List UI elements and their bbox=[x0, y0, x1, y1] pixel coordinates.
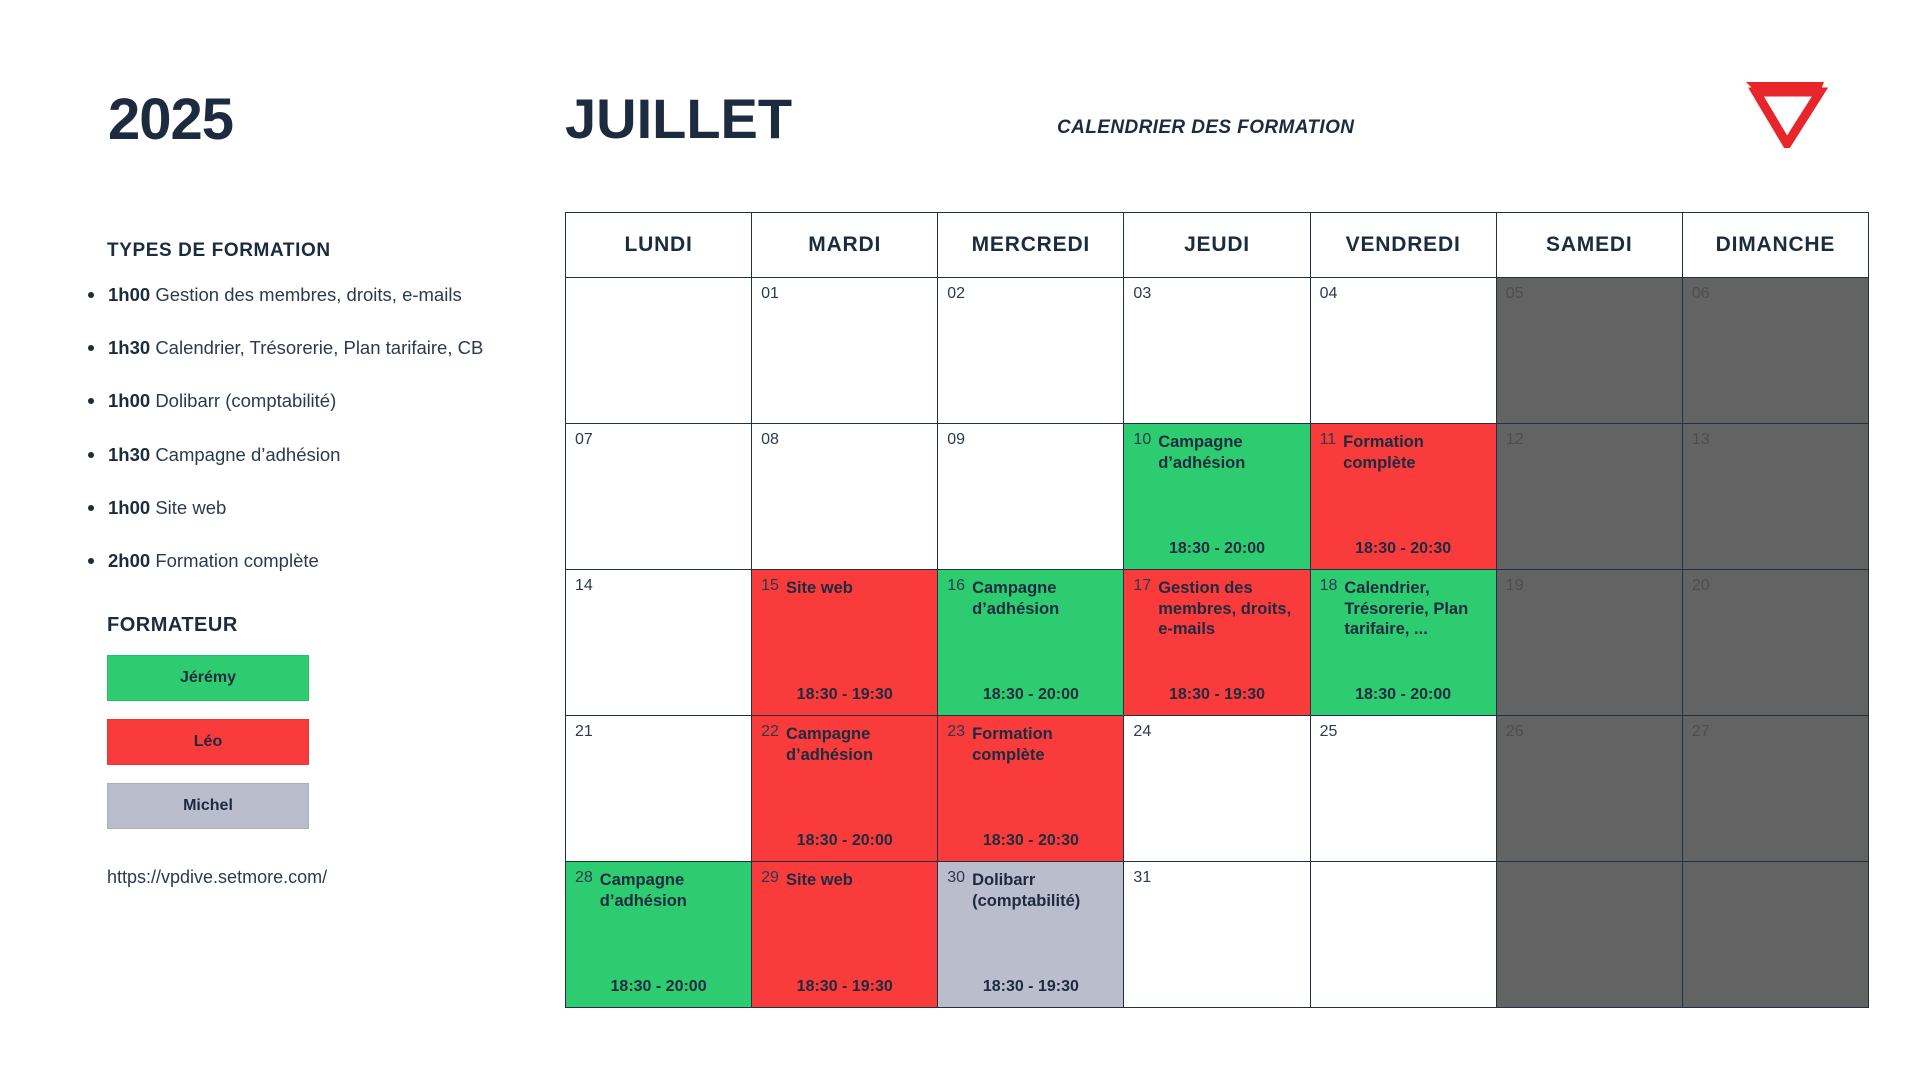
weekday-header-mardi: MARDI bbox=[752, 213, 938, 278]
day-number: 13 bbox=[1691, 431, 1710, 448]
event-title: Calendrier, Trésorerie, Plan tarifaire, ... bbox=[1344, 579, 1469, 639]
day-header bbox=[575, 870, 742, 911]
type-duration: 2h00 bbox=[108, 549, 151, 571]
day-header bbox=[1692, 724, 1859, 740]
calendar-week-row bbox=[566, 424, 1869, 570]
calendar-day-with-event[interactable] bbox=[938, 570, 1123, 715]
day-header bbox=[947, 578, 1114, 619]
calendar-cell[interactable] bbox=[1682, 424, 1868, 570]
day-number: 04 bbox=[1319, 285, 1338, 302]
day-header bbox=[947, 286, 1114, 302]
day-number: 10 bbox=[1133, 431, 1152, 448]
event-time: 18:30 - 20:00 bbox=[796, 832, 893, 849]
day-number: 14 bbox=[575, 577, 593, 594]
event-title: Campagne d’adhésion bbox=[785, 725, 874, 764]
calendar-cell[interactable] bbox=[566, 716, 752, 862]
calendar-table bbox=[565, 212, 1869, 1008]
day-header bbox=[761, 870, 928, 891]
calendar-day[interactable] bbox=[1311, 278, 1496, 423]
brand-logo-icon bbox=[1742, 78, 1828, 148]
calendar-cell[interactable] bbox=[752, 278, 938, 424]
day-number: 28 bbox=[575, 869, 593, 886]
calendar-cell[interactable] bbox=[752, 424, 938, 570]
training-types-list bbox=[72, 284, 542, 572]
calendar-cell[interactable] bbox=[938, 716, 1124, 862]
month-title: JUILLET bbox=[565, 87, 793, 150]
day-number: 24 bbox=[1133, 723, 1152, 740]
day-header bbox=[1692, 578, 1859, 594]
calendar-cell[interactable] bbox=[566, 570, 752, 716]
calendar-day[interactable] bbox=[566, 278, 751, 423]
day-number: 11 bbox=[1319, 431, 1337, 448]
day-number: 03 bbox=[1133, 285, 1152, 302]
calendar-cell[interactable] bbox=[566, 862, 752, 1008]
list-item bbox=[72, 550, 542, 572]
calendar-cell[interactable] bbox=[938, 424, 1124, 570]
calendar-day-with-event[interactable] bbox=[1311, 424, 1496, 569]
calendar-cell[interactable] bbox=[1682, 862, 1868, 1008]
calendar-day-with-event[interactable] bbox=[1124, 424, 1309, 569]
event-title: Site web bbox=[785, 871, 853, 889]
type-duration: 1h00 bbox=[108, 284, 151, 305]
calendar-cell[interactable] bbox=[1310, 424, 1496, 570]
calendar-cell[interactable] bbox=[1310, 862, 1496, 1008]
day-header bbox=[1692, 286, 1859, 302]
calendar-day[interactable] bbox=[1497, 716, 1682, 861]
day-header bbox=[761, 286, 928, 302]
day-number: 15 bbox=[761, 577, 779, 594]
event-time: 18:30 - 19:30 bbox=[796, 686, 893, 703]
event-time: 18:30 - 20:00 bbox=[982, 686, 1079, 703]
list-item bbox=[72, 444, 542, 466]
calendar-cell[interactable] bbox=[938, 862, 1124, 1008]
day-number: 22 bbox=[761, 723, 779, 740]
day-header bbox=[1320, 432, 1487, 473]
day-header bbox=[947, 724, 1114, 765]
type-label: Dolibarr (comptabilité) bbox=[155, 390, 337, 412]
event-time: 18:30 - 19:30 bbox=[796, 978, 893, 995]
calendar-cell[interactable] bbox=[566, 278, 752, 424]
calendar-day[interactable] bbox=[566, 570, 751, 715]
calendar-cell[interactable] bbox=[1310, 570, 1496, 716]
day-number: 18 bbox=[1319, 577, 1338, 594]
weekday-header-samedi: SAMEDI bbox=[1496, 213, 1682, 278]
type-label: Gestion des membres, droits, e-mails bbox=[155, 284, 462, 305]
type-duration: 1h00 bbox=[108, 496, 151, 518]
trainer-legend-michel: Michel bbox=[107, 783, 309, 829]
calendar-week-row bbox=[566, 278, 1869, 424]
type-label: Site web bbox=[155, 496, 227, 518]
calendar-day[interactable] bbox=[1497, 570, 1682, 715]
day-header bbox=[761, 724, 928, 765]
calendar-day-with-event[interactable] bbox=[1124, 570, 1309, 715]
calendar-cell[interactable] bbox=[1124, 716, 1310, 862]
sidebar bbox=[72, 240, 542, 888]
calendar-day[interactable] bbox=[752, 278, 937, 423]
calendar-day[interactable] bbox=[938, 424, 1123, 569]
calendar-day-with-event[interactable] bbox=[752, 716, 937, 861]
trainer-legend-jeremy: Jérémy bbox=[107, 655, 309, 701]
calendar-week-row bbox=[566, 570, 1869, 716]
day-header bbox=[1133, 286, 1300, 302]
list-item bbox=[72, 337, 542, 359]
calendar-cell[interactable] bbox=[752, 570, 938, 716]
calendar-cell[interactable] bbox=[1682, 278, 1868, 424]
calendar-cell[interactable] bbox=[938, 570, 1124, 716]
type-duration: 1h00 bbox=[108, 390, 151, 412]
calendar-day-with-event[interactable] bbox=[938, 862, 1123, 1007]
calendar-cell[interactable] bbox=[1124, 278, 1310, 424]
day-header bbox=[1320, 286, 1487, 302]
booking-link[interactable]: https://vpdive.setmore.com/ bbox=[107, 867, 328, 888]
calendar-day[interactable] bbox=[1124, 716, 1309, 861]
calendar-day[interactable] bbox=[1311, 862, 1496, 1007]
calendar-cell[interactable] bbox=[1310, 716, 1496, 862]
calendar-day[interactable] bbox=[1497, 424, 1682, 569]
day-header bbox=[575, 432, 742, 448]
day-number: 06 bbox=[1691, 285, 1710, 302]
day-header bbox=[1320, 578, 1487, 640]
day-number: 20 bbox=[1691, 577, 1710, 594]
event-title: Campagne d’adhésion bbox=[1158, 433, 1246, 472]
weekday-header-dimanche: DIMANCHE bbox=[1682, 213, 1868, 278]
calendar-day[interactable] bbox=[1497, 862, 1682, 1007]
event-time: 18:30 - 19:30 bbox=[1168, 686, 1266, 703]
event-title: Formation complète bbox=[1343, 433, 1424, 472]
calendar-day-with-event[interactable] bbox=[938, 716, 1123, 861]
event-title: Site web bbox=[785, 579, 853, 597]
calendar-day[interactable] bbox=[938, 278, 1123, 423]
weekday-header-jeudi: JEUDI bbox=[1124, 213, 1310, 278]
event-title: Formation complète bbox=[972, 725, 1053, 764]
day-header bbox=[1506, 286, 1673, 302]
day-number: 26 bbox=[1505, 723, 1524, 740]
day-number: 17 bbox=[1133, 577, 1152, 594]
event-time: 18:30 - 20:00 bbox=[1355, 686, 1452, 703]
calendar-cell[interactable] bbox=[752, 716, 938, 862]
calendar-day[interactable] bbox=[1683, 424, 1868, 569]
calendar-body bbox=[566, 278, 1869, 1008]
calendar-cell[interactable] bbox=[1496, 278, 1682, 424]
day-number: 21 bbox=[575, 723, 593, 740]
calendar-day[interactable] bbox=[566, 424, 751, 569]
type-label: Campagne d’adhésion bbox=[155, 443, 341, 465]
calendar-week-row bbox=[566, 716, 1869, 862]
day-number: 25 bbox=[1319, 723, 1338, 740]
type-duration: 1h30 bbox=[108, 337, 151, 359]
day-number: 16 bbox=[947, 577, 966, 594]
day-header bbox=[761, 432, 928, 448]
event-time: 18:30 - 20:30 bbox=[1355, 540, 1452, 557]
weekday-header-mercredi: MERCREDI bbox=[938, 213, 1124, 278]
day-header bbox=[1133, 724, 1300, 740]
day-header bbox=[1506, 724, 1673, 740]
day-header bbox=[575, 724, 742, 740]
calendar-day[interactable] bbox=[1124, 278, 1309, 423]
day-number: 31 bbox=[1133, 869, 1152, 886]
day-header bbox=[1133, 870, 1300, 886]
day-header bbox=[1320, 724, 1487, 740]
calendar-cell[interactable] bbox=[1310, 278, 1496, 424]
list-item bbox=[72, 284, 542, 306]
list-item bbox=[72, 390, 542, 412]
calendar-day[interactable] bbox=[566, 716, 751, 861]
day-header bbox=[1506, 432, 1673, 448]
calendar-day[interactable] bbox=[752, 424, 937, 569]
calendar-day-with-event[interactable] bbox=[752, 570, 937, 715]
calendar-cell[interactable] bbox=[1124, 862, 1310, 1008]
trainer-legend-leo: Léo bbox=[107, 719, 309, 765]
calendar-day-with-event[interactable] bbox=[752, 862, 937, 1007]
calendar-cell[interactable] bbox=[1496, 570, 1682, 716]
calendar-cell[interactable] bbox=[752, 862, 938, 1008]
day-number: 27 bbox=[1691, 723, 1710, 740]
event-time: 18:30 - 20:00 bbox=[1168, 540, 1266, 557]
type-label: Calendrier, Trésorerie, Plan tarifaire, CB bbox=[155, 337, 484, 359]
day-number: 29 bbox=[761, 869, 779, 886]
day-number: 23 bbox=[947, 723, 966, 740]
event-time: 18:30 - 19:30 bbox=[982, 978, 1079, 995]
calendar-cell[interactable] bbox=[1496, 716, 1682, 862]
event-time: 18:30 - 20:00 bbox=[610, 978, 707, 995]
day-header bbox=[761, 578, 928, 599]
day-header bbox=[1133, 432, 1300, 473]
type-duration: 1h30 bbox=[108, 443, 151, 465]
day-number: 09 bbox=[947, 431, 966, 448]
event-title: Dolibarr (comptabilité) bbox=[972, 871, 1081, 910]
calendar-day[interactable] bbox=[1311, 716, 1496, 861]
calendar-cell[interactable] bbox=[938, 278, 1124, 424]
calendar-day-with-event[interactable] bbox=[1311, 570, 1496, 715]
day-header bbox=[1692, 432, 1859, 448]
day-header bbox=[1133, 578, 1300, 640]
calendar-header-row bbox=[566, 213, 1869, 278]
calendar-day[interactable] bbox=[1683, 570, 1868, 715]
calendar-cell[interactable] bbox=[1124, 424, 1310, 570]
day-header bbox=[947, 432, 1114, 448]
day-number: 08 bbox=[761, 431, 779, 448]
weekday-header-vendredi: VENDREDI bbox=[1310, 213, 1496, 278]
event-title: Campagne d’adhésion bbox=[972, 579, 1060, 618]
list-item bbox=[72, 497, 542, 519]
day-number: 12 bbox=[1505, 431, 1524, 448]
event-title: Campagne d’adhésion bbox=[599, 871, 687, 910]
day-number: 02 bbox=[947, 285, 966, 302]
day-header bbox=[1506, 578, 1673, 594]
event-title: Gestion des membres, droits, e-mails bbox=[1158, 579, 1292, 639]
day-number: 07 bbox=[575, 431, 593, 448]
calendar-cell[interactable] bbox=[1682, 716, 1868, 862]
day-number: 05 bbox=[1505, 285, 1524, 302]
year-title: 2025 bbox=[108, 87, 234, 152]
day-number: 30 bbox=[947, 869, 966, 886]
calendar-cell[interactable] bbox=[1496, 424, 1682, 570]
calendar-cell[interactable] bbox=[1682, 570, 1868, 716]
calendar-cell[interactable] bbox=[566, 424, 752, 570]
calendar-day[interactable] bbox=[1497, 278, 1682, 423]
day-header bbox=[575, 578, 742, 594]
types-title: TYPES DE FORMATION bbox=[107, 240, 331, 261]
poster-subtitle: CALENDRIER DES FORMATION bbox=[1057, 117, 1355, 138]
day-number: 01 bbox=[761, 285, 779, 302]
calendar-week-row bbox=[566, 862, 1869, 1008]
calendar-day[interactable] bbox=[1683, 278, 1868, 423]
day-header bbox=[947, 870, 1114, 911]
calendar-cell[interactable] bbox=[1124, 570, 1310, 716]
calendar-day[interactable] bbox=[1683, 862, 1868, 1007]
calendar-day-with-event[interactable] bbox=[566, 862, 751, 1007]
event-time: 18:30 - 20:30 bbox=[982, 832, 1079, 849]
weekday-header-lundi: LUNDI bbox=[566, 213, 752, 278]
day-number: 19 bbox=[1505, 577, 1524, 594]
type-label: Formation complète bbox=[155, 549, 319, 571]
formateur-title: FORMATEUR bbox=[107, 614, 238, 637]
calendar-cell[interactable] bbox=[1496, 862, 1682, 1008]
calendar-day[interactable] bbox=[1124, 862, 1309, 1007]
calendar-day[interactable] bbox=[1683, 716, 1868, 861]
